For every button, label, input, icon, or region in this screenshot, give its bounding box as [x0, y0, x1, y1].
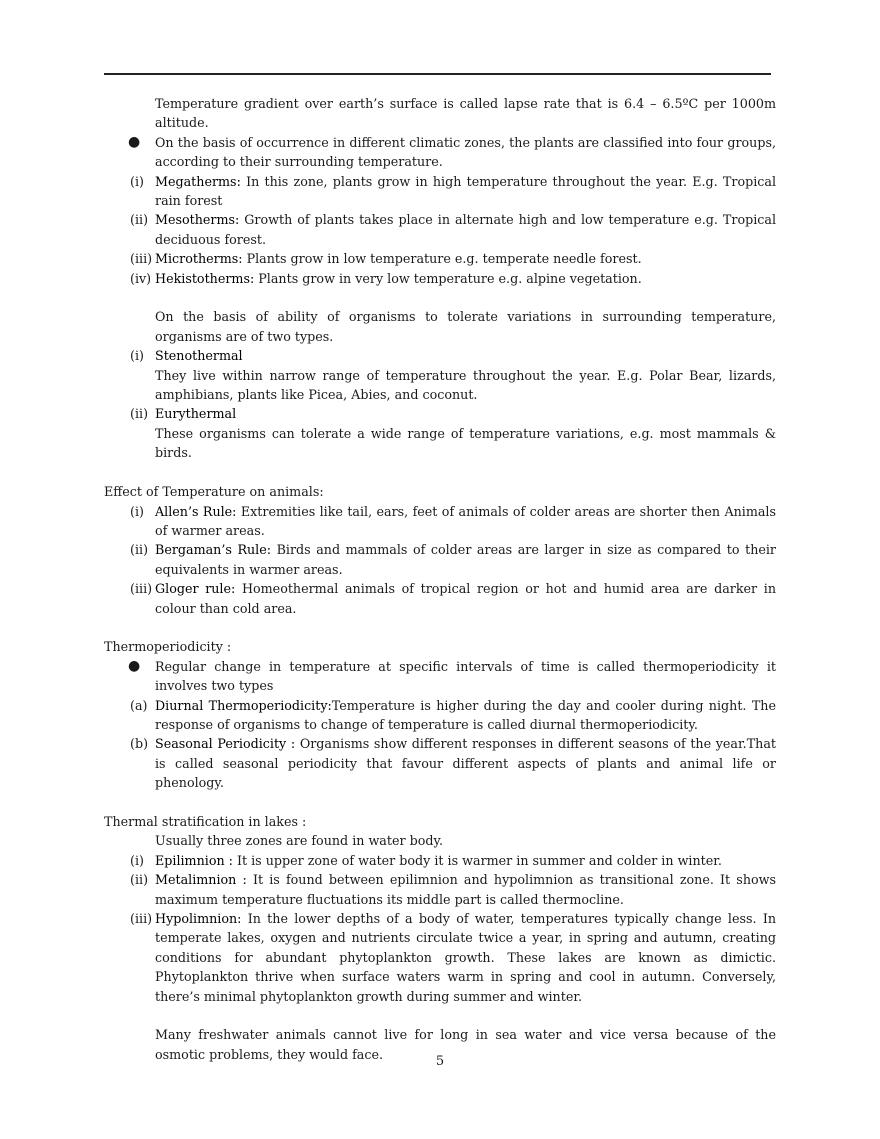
- list-marker: (iii): [130, 911, 153, 926]
- list-item-megatherms: [104, 172, 776, 211]
- list-item-allens-rule: [104, 502, 776, 541]
- definition: Birds and mammals of colder areas are larger in size as compared to their equivalents in warmer areas.: [155, 542, 776, 577]
- definition: Growth of plants takes place in alternate high and low temperature e.g. Tropical deciduous forest.: [155, 212, 776, 247]
- list-marker: (ii): [130, 212, 149, 228]
- section-heading-lakes: Thermal stratification in lakes :: [104, 813, 307, 829]
- list-item-gloger-rule: [104, 579, 776, 618]
- list-marker: (b): [130, 736, 149, 752]
- lakes-intro: Usually three zones are found in water body.: [155, 833, 443, 849]
- stenothermal-description: They live within narrow range of temperature throughout the year. E.g. Polar Bear, lizards, amphibians, plants like Picea, Abies, and coconut.: [155, 367, 776, 403]
- bullet-icon: ●: [128, 133, 141, 150]
- term: Hekistotherms:: [155, 270, 255, 286]
- list-marker: (iii): [130, 581, 153, 597]
- list-marker: (i): [130, 852, 144, 868]
- term: Stenothermal: [155, 348, 243, 364]
- list-marker: (ii): [130, 542, 149, 558]
- list-item-microtherms: [104, 249, 776, 268]
- header-rule: [104, 73, 771, 75]
- section-heading-thermoperiodicity: Thermoperiodicity :: [104, 639, 232, 655]
- term: Metalimnion :: [155, 872, 247, 888]
- closing-paragraph: Many freshwater animals cannot live for long in sea water and vice versa because of the osmotic problems, they would face.: [155, 1027, 776, 1062]
- list-item-bergmans-rule: [104, 540, 776, 579]
- definition: Organisms show different responses in different seasons of the year.That is called seasonal periodicity that favour different aspects of plants and animal life or phenology.: [155, 736, 776, 791]
- definition: Homeothermal animals of tropical region or hot and humid area are darker in colour than cold area.: [155, 581, 776, 616]
- thermoperiodicity-bullet: [104, 657, 776, 696]
- page-content: [104, 94, 776, 1064]
- section-heading-animals: Effect of Temperature on animals:: [104, 484, 324, 500]
- term: Microtherms:: [155, 251, 243, 267]
- list-item-stenothermal: [104, 346, 776, 365]
- definition: Plants grow in low temperature e.g. temperate needle forest.: [242, 251, 642, 267]
- list-marker: (iii): [130, 251, 153, 267]
- term: Epilimnion :: [155, 852, 233, 868]
- term: Megatherms:: [155, 173, 241, 189]
- list-item-diurnal: [104, 696, 776, 735]
- definition: Temperature is higher during the day and cooler during night. The response of organisms to change of temperature is called diurnal thermoperiodicity.: [155, 697, 776, 732]
- term: Mesotherms:: [155, 212, 240, 228]
- term: Seasonal Periodicity :: [155, 736, 296, 752]
- term: Bergaman’s Rule:: [155, 542, 272, 558]
- list-item-hypolimnion: [104, 909, 776, 1006]
- list-marker: (iv): [130, 270, 152, 286]
- term: Diurnal Thermoperiodicity:: [155, 697, 332, 713]
- list-item-epilimnion: [104, 851, 776, 870]
- definition: It is found between epilimnion and hypolimnion as transitional zone. It shows maximum temperature fluctuations its middle part is called thermocline.: [155, 872, 777, 907]
- bullet-icon: ●: [128, 657, 141, 674]
- bullet-text: On the basis of occurrence in different climatic zones, the plants are classified into four groups, according to their surrounding temperature.: [155, 134, 776, 170]
- list-marker: (ii): [130, 406, 149, 422]
- bullet-text: Regular change in temperature at specific intervals of time is called thermoperiodicity it involves two types: [155, 658, 776, 694]
- tolerance-intro: On the basis of ability of organisms to tolerate variations in surrounding temperature, organisms are of two types.: [155, 309, 776, 344]
- list-item-hekistotherms: [104, 269, 776, 288]
- plant-classification-bullet: [104, 133, 776, 172]
- list-marker: (i): [130, 503, 144, 519]
- term: Hypolimnion:: [155, 911, 242, 926]
- list-marker: (i): [130, 348, 144, 364]
- list-marker: (i): [130, 173, 144, 189]
- list-item-mesotherms: [104, 210, 776, 249]
- eurythermal-description: These organisms can tolerate a wide range of temperature variations, e.g. most mammals & birds.: [155, 425, 776, 461]
- term: Allen’s Rule:: [155, 503, 237, 519]
- list-marker: (ii): [130, 872, 149, 888]
- definition: Extremities like tail, ears, feet of animals of colder areas are shorter then Animals of warmer areas.: [155, 503, 776, 538]
- definition: In the lower depths of a body of water, temperatures typically change less. In temperate lakes, oxygen and nutrients circulate twice a year, in spring and autumn, creating conditions for abundant phytoplankton growth. These lakes are known as dimictic. Phytoplankton thrive when surface waters warm in spring and cool in autumn. Conversely, there’s minimal phytoplankton growth during summer and winter.: [155, 911, 776, 1004]
- definition: It is upper zone of water body it is warmer in summer and colder in winter.: [232, 852, 722, 868]
- lapse-rate-paragraph: Temperature gradient over earth’s surface is called lapse rate that is 6.4 – 6.5ºC per 1000m altitude.: [155, 96, 776, 131]
- page-number: 5: [435, 1054, 445, 1069]
- list-marker: (a): [130, 697, 148, 713]
- list-item-seasonal: [104, 734, 776, 792]
- definition: Plants grow in very low temperature e.g. alpine vegetation.: [254, 270, 642, 286]
- list-item-metalimnion: [104, 870, 776, 909]
- term: Eurythermal: [155, 406, 237, 422]
- list-item-eurythermal: [104, 404, 776, 423]
- definition: In this zone, plants grow in high temperature throughout the year. E.g. Tropical rain forest: [155, 173, 776, 209]
- term: Gloger rule:: [155, 581, 236, 597]
